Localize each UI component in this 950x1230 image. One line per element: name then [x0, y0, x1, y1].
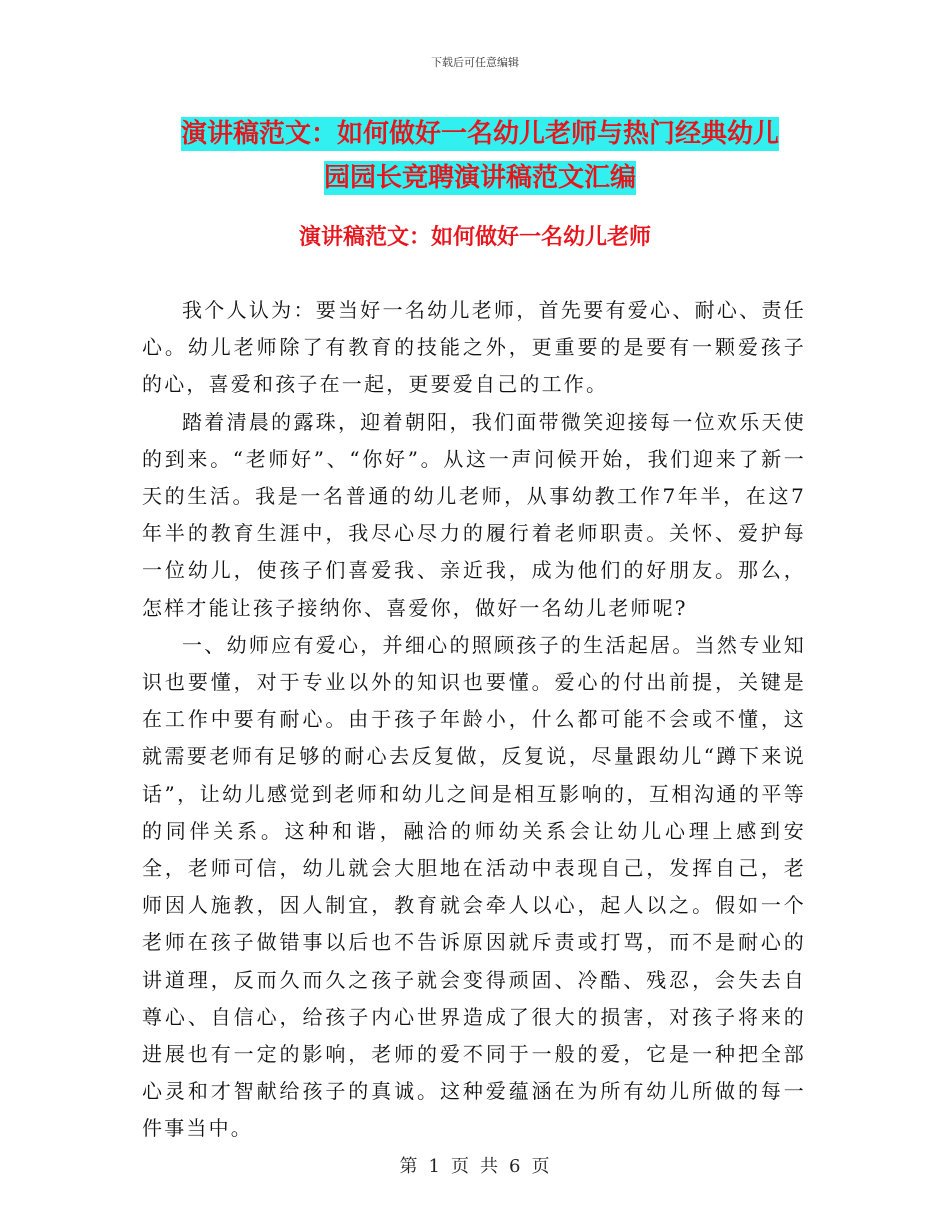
paragraph-3: 一、幼师应有爱心，并细心的照顾孩子的生活起居。当然专业知识也要懂，对于专业以外的知识也要懂。爱心的付出前提，关键是在工作中要有耐心。由于孩子年龄小，什么都可能不会或不懂，这就需要老师有足够的耐心去反复做，反复说，尽量跟幼儿“蹲下来说话”，让幼儿感觉到老师和幼儿之间是相互影响的，互相沟通的平等的同伴关系。这种和谐，融洽的师幼关系会让幼儿心理上感到安全，老师可信，幼儿就会大胆地在活动中表现自己，发挥自己，老师因人施教，因人制宜，教育就会牵人以心，起人以之。假如一个老师在孩子做错事以后也不告诉原因就斥责或打骂，而不是耐心的讲道理，反而久而久之孩子就会变得顽固、冷酷、残忍，会失去自尊心、自信心，给孩子内心世界造成了很大的损害，对孩子将来的进展也有一定的影响，老师的爱不同于一般的爱，它是一种把全部心灵和才智献给孩子的真诚。这种爱蕴涵在为所有幼儿所做的每一件事当中。: [142, 632, 806, 1141]
paragraph-2: 踏着清晨的露珠，迎着朝阳，我们面带微笑迎接每一位欢乐天使的到来。“老师好”、“你好”。从这一声问候开始，我们迎来了新一天的生活。我是一名普通的幼儿老师，从事幼教工作7年半，在这7年半的教育生涯中，我尽心尽力的履行着老师职责。关怀、爱护每一位幼儿，使孩子们喜爱我、亲近我，成为他们的好朋友。那么，怎样才能让孩子接纳你、喜爱你，做好一名幼儿老师呢?: [142, 409, 806, 620]
footer-ye: 页: [451, 1156, 470, 1177]
footer-di: 第: [399, 1156, 419, 1177]
page-total: 6: [509, 1156, 522, 1177]
footer-ye2: 页: [531, 1156, 551, 1177]
footer-gong: 共: [480, 1156, 499, 1177]
document-title-line2: 园园长竞聘演讲稿范文汇编: [323, 163, 636, 193]
page-footer: [0, 1152, 950, 1178]
body-text: [142, 292, 806, 1148]
paragraph-1: 我个人认为：要当好一名幼儿老师，首先要有爱心、耐心、责任心。幼儿老师除了有教育的技能之外，更重要的是要有一颗爱孩子的心，喜爱和孩子在一起，更要爱自己的工作。: [142, 298, 806, 397]
document-title: [140, 112, 820, 200]
document-title-line1: 演讲稿范文：如何做好一名幼儿老师与热门经典幼儿: [180, 119, 779, 149]
header-note: 下载后可任意编辑: [431, 56, 519, 69]
page-number: 1: [428, 1156, 441, 1177]
section-heading: 演讲稿范文：如何做好一名幼儿老师: [298, 225, 651, 250]
